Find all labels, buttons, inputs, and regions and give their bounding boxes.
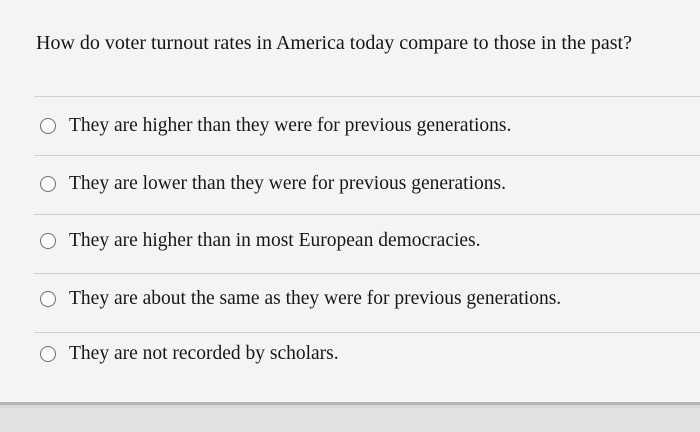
divider — [34, 214, 700, 215]
divider — [34, 332, 700, 333]
radio-button-5[interactable] — [40, 346, 56, 362]
radio-button-3[interactable] — [40, 233, 56, 249]
radio-button-1[interactable] — [40, 118, 56, 134]
divider — [34, 273, 700, 274]
divider — [34, 96, 700, 97]
divider — [34, 155, 700, 156]
radio-button-4[interactable] — [40, 291, 56, 307]
answer-option-1[interactable] — [40, 113, 511, 139]
answer-option-label: They are lower than they were for previous generations. — [69, 173, 506, 194]
answer-option-5[interactable] — [40, 341, 339, 367]
answer-option-3[interactable] — [40, 228, 481, 254]
answer-option-label: They are not recorded by scholars. — [69, 343, 339, 364]
radio-button-2[interactable] — [40, 176, 56, 192]
answer-option-label: They are about the same as they were for previous generations. — [69, 288, 562, 309]
bottom-background — [0, 408, 700, 432]
answer-option-label: They are higher than they were for previous generations. — [69, 115, 512, 136]
answer-option-label: They are higher than in most European democracies. — [69, 230, 481, 251]
answer-option-2[interactable] — [40, 171, 506, 197]
question-text: How do voter turnout rates in America today compare to those in the past? — [36, 32, 632, 54]
answer-option-4[interactable] — [40, 286, 561, 312]
